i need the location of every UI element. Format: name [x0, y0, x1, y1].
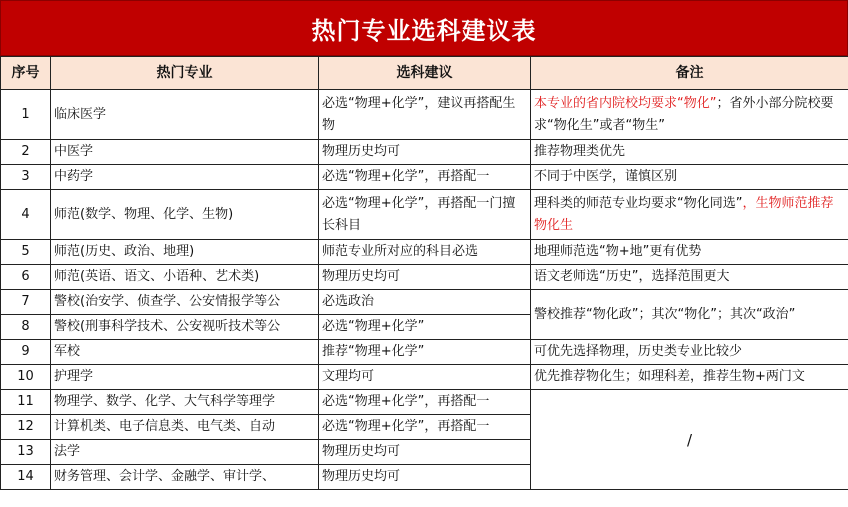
cell-note: 语文老师选“历史”，选择范围更大 [531, 265, 848, 290]
cell-major: 临床医学 [51, 90, 319, 140]
cell-advice: 必选“物理+化学”，建议再搭配生物 [319, 90, 531, 140]
elective-table [0, 56, 848, 490]
cell-no: 13 [1, 440, 51, 465]
cell-major: 师范(英语、语文、小语种、艺术类) [51, 265, 319, 290]
cell-no: 9 [1, 340, 51, 365]
cell-advice: 物理历史均可 [319, 140, 531, 165]
cell-major: 警校(治安学、侦查学、公安情报学等公 [51, 290, 319, 315]
cell-note: 不同于中医学，谨慎区别 [531, 165, 848, 190]
cell-major: 财务管理、会计学、金融学、审计学、 [51, 465, 319, 490]
cell-advice: 物理历史均可 [319, 465, 531, 490]
cell-no: 1 [1, 90, 51, 140]
note-text: 理科类的师范专业均要求“物化同选” [534, 195, 743, 211]
cell-advice: 推荐“物理+化学” [319, 340, 531, 365]
table-row [1, 140, 848, 165]
note-highlight: 本专业的省内院校均要求“物化” [534, 95, 717, 111]
table-row [1, 90, 848, 140]
cell-note: 优先推荐物化生；如理科差，推荐生物+两门文 [531, 365, 848, 390]
cell-major: 物理学、数学、化学、大气科学等理学 [51, 390, 319, 415]
cell-no: 11 [1, 390, 51, 415]
cell-advice: 必选“物理+化学”，再搭配一 [319, 390, 531, 415]
cell-major: 护理学 [51, 365, 319, 390]
table-row [1, 390, 848, 415]
cell-note [531, 190, 848, 240]
cell-no: 3 [1, 165, 51, 190]
cell-major: 警校(刑事科学技术、公安视听技术等公 [51, 315, 319, 340]
cell-major: 师范(数学、物理、化学、生物) [51, 190, 319, 240]
cell-major: 师范(历史、政治、地理) [51, 240, 319, 265]
cell-advice: 必选“物理+化学” [319, 315, 531, 340]
cell-note: 可优先选择物理，历史类专业比较少 [531, 340, 848, 365]
header-advice: 选科建议 [319, 57, 531, 90]
cell-no: 4 [1, 190, 51, 240]
cell-no: 8 [1, 315, 51, 340]
cell-major: 法学 [51, 440, 319, 465]
cell-no: 12 [1, 415, 51, 440]
cell-no: 6 [1, 265, 51, 290]
cell-advice: 必选“物理+化学”，再搭配一 [319, 165, 531, 190]
cell-note [531, 90, 848, 140]
cell-advice: 物理历史均可 [319, 265, 531, 290]
cell-note: 警校推荐“物化政”；其次“物化”；其次“政治” [531, 290, 848, 340]
note-text: ；省外小部分院校要求“物化生”或者“物生” [534, 95, 834, 133]
table-title: 热门专业选科建议表 [0, 0, 848, 56]
table-row [1, 340, 848, 365]
cell-advice: 必选“物理+化学”，再搭配一 [319, 415, 531, 440]
table-row [1, 165, 848, 190]
cell-note-merged: / [531, 390, 848, 490]
header-row [1, 57, 848, 90]
cell-note: 地理师范选“物+地”更有优势 [531, 240, 848, 265]
cell-no: 7 [1, 290, 51, 315]
cell-major: 中医学 [51, 140, 319, 165]
cell-advice: 物理历史均可 [319, 440, 531, 465]
cell-advice: 文理均可 [319, 365, 531, 390]
cell-major: 计算机类、电子信息类、电气类、自动 [51, 415, 319, 440]
cell-advice: 必选“物理+化学”，再搭配一门擅长科目 [319, 190, 531, 240]
cell-advice: 师范专业所对应的科目必选 [319, 240, 531, 265]
table-row [1, 265, 848, 290]
cell-advice: 必选政治 [319, 290, 531, 315]
cell-note: 推荐物理类优先 [531, 140, 848, 165]
header-major: 热门专业 [51, 57, 319, 90]
cell-no: 5 [1, 240, 51, 265]
note-highlight: ，生物师范推荐物化生 [534, 195, 834, 233]
cell-major: 军校 [51, 340, 319, 365]
cell-no: 14 [1, 465, 51, 490]
cell-no: 2 [1, 140, 51, 165]
cell-major: 中药学 [51, 165, 319, 190]
cell-no: 10 [1, 365, 51, 390]
table-row [1, 240, 848, 265]
table-row [1, 365, 848, 390]
header-note: 备注 [531, 57, 848, 90]
header-no: 序号 [1, 57, 51, 90]
table-row [1, 190, 848, 240]
table-row [1, 290, 848, 315]
